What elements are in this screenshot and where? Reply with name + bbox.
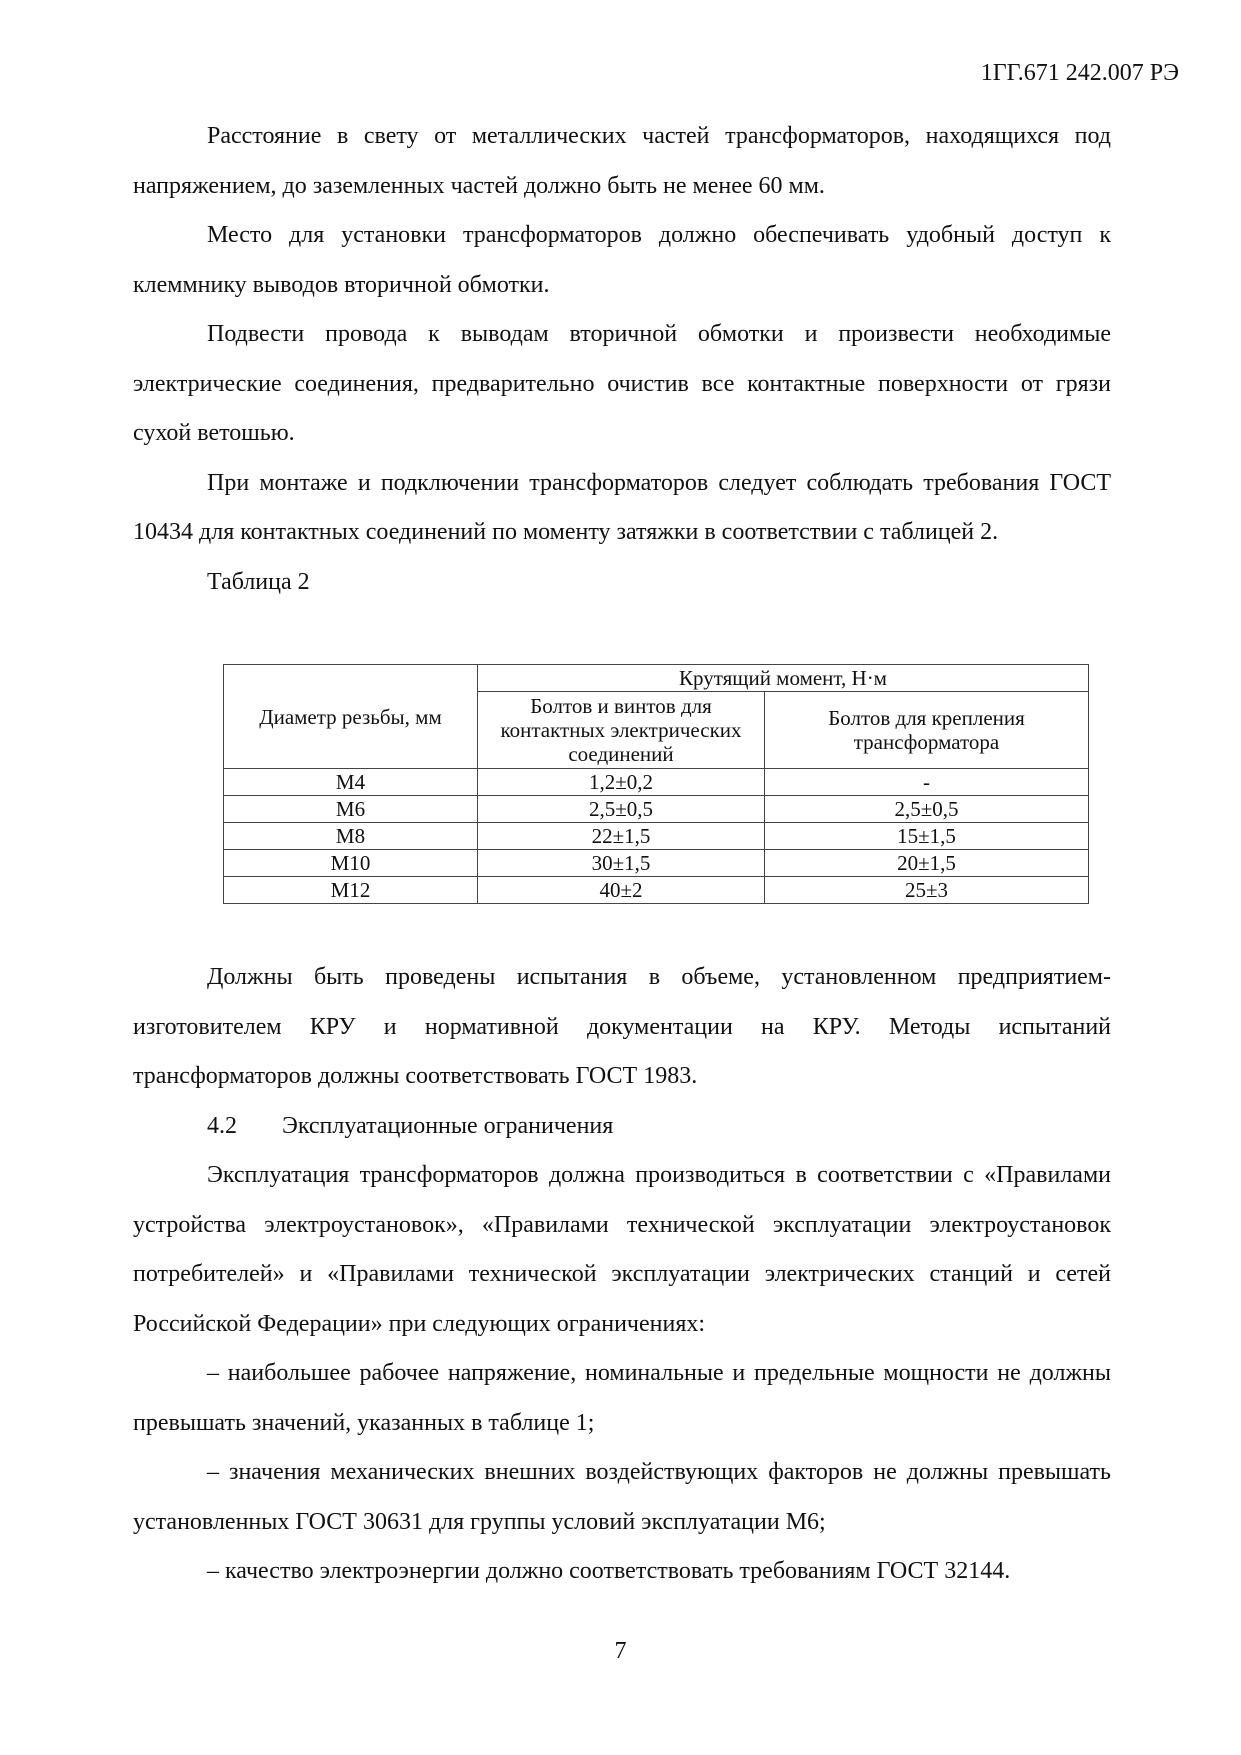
section-heading: [133, 1102, 1111, 1152]
cell-mounting: 25±3: [765, 877, 1089, 904]
table-row: [224, 796, 1089, 823]
list-item: – значения механических внешних воздействующих факторов не должны превышать установленных ГОСТ 30631 для группы условий эксплуатации М6;: [133, 1459, 1111, 1535]
body-text-top: [133, 112, 1111, 607]
list-item: – качество электроэнергии должно соответствовать требованиям ГОСТ 32144.: [207, 1558, 1011, 1584]
header-mounting-bolts: Болтов для крепления трансформатора: [765, 692, 1089, 769]
table-caption: Таблица 2: [207, 568, 310, 595]
table-row: [224, 850, 1089, 877]
torque-table: [223, 664, 1089, 904]
cell-mounting: 15±1,5: [765, 823, 1089, 850]
cell-diameter: М10: [224, 850, 478, 877]
paragraph: Расстояние в свету от металлических частей трансформаторов, находящихся под напряжением, до заземленных частей должно быть не менее 60 мм.: [133, 123, 1111, 199]
cell-diameter: М6: [224, 796, 478, 823]
cell-diameter: М8: [224, 823, 478, 850]
section-title: Эксплуатационные ограничения: [282, 1112, 614, 1139]
section-number: 4.2: [207, 1112, 237, 1139]
cell-contact: 30±1,5: [478, 850, 765, 877]
body-text-bottom: [133, 953, 1111, 1597]
cell-diameter: М12: [224, 877, 478, 904]
cell-diameter: М4: [224, 769, 478, 796]
cell-mounting: 20±1,5: [765, 850, 1089, 877]
paragraph: Место для установки трансформаторов должно обеспечивать удобный доступ к клеммнику выводов вторичной обмотки.: [133, 222, 1111, 298]
table-row: [224, 769, 1089, 796]
cell-mounting: -: [765, 769, 1089, 796]
cell-contact: 40±2: [478, 877, 765, 904]
header-torque-group: Крутящий момент, Н·м: [478, 665, 1089, 692]
cell-mounting: 2,5±0,5: [765, 796, 1089, 823]
paragraph: При монтаже и подключении трансформаторов следует соблюдать требования ГОСТ 10434 для контактных соединений по моменту затяжки в соответствии с таблицей 2.: [133, 469, 1111, 545]
paragraph: Эксплуатация трансформаторов должна производиться в соответствии с «Правилами устройства электроустановок», «Правилами технической эксплуатации электроустановок потребителей» и «Правилами технической эксплуатации электрических станций и сетей Российской Федерации» при следующих ограничениях:: [133, 1162, 1111, 1337]
page-number: 7: [614, 1638, 627, 1664]
table-row: [224, 823, 1089, 850]
document-code: 1ГГ.671 242.007 РЭ: [980, 60, 1179, 86]
list-item: – наибольшее рабочее напряжение, номинальные и предельные мощности не должны превышать значений, указанных в таблице 1;: [133, 1360, 1111, 1436]
paragraph: Подвести провода к выводам вторичной обмотки и произвести необходимые электрические соединения, предварительно очистив все контактные поверхности от грязи сухой ветошью.: [133, 321, 1111, 446]
header-contact-bolts: Болтов и винтов для контактных электрических соединений: [478, 692, 765, 769]
cell-contact: 1,2±0,2: [478, 769, 765, 796]
cell-contact: 22±1,5: [478, 823, 765, 850]
table-row: [224, 877, 1089, 904]
table-header-row: [224, 665, 1089, 692]
header-thread-diameter: Диаметр резьбы, мм: [224, 665, 478, 769]
paragraph: Должны быть проведены испытания в объеме, установленном предприятием-изготовителем КРУ и нормативной документации на КРУ. Методы испытаний трансформаторов должны соответствовать ГОСТ 1983.: [133, 964, 1111, 1089]
cell-contact: 2,5±0,5: [478, 796, 765, 823]
